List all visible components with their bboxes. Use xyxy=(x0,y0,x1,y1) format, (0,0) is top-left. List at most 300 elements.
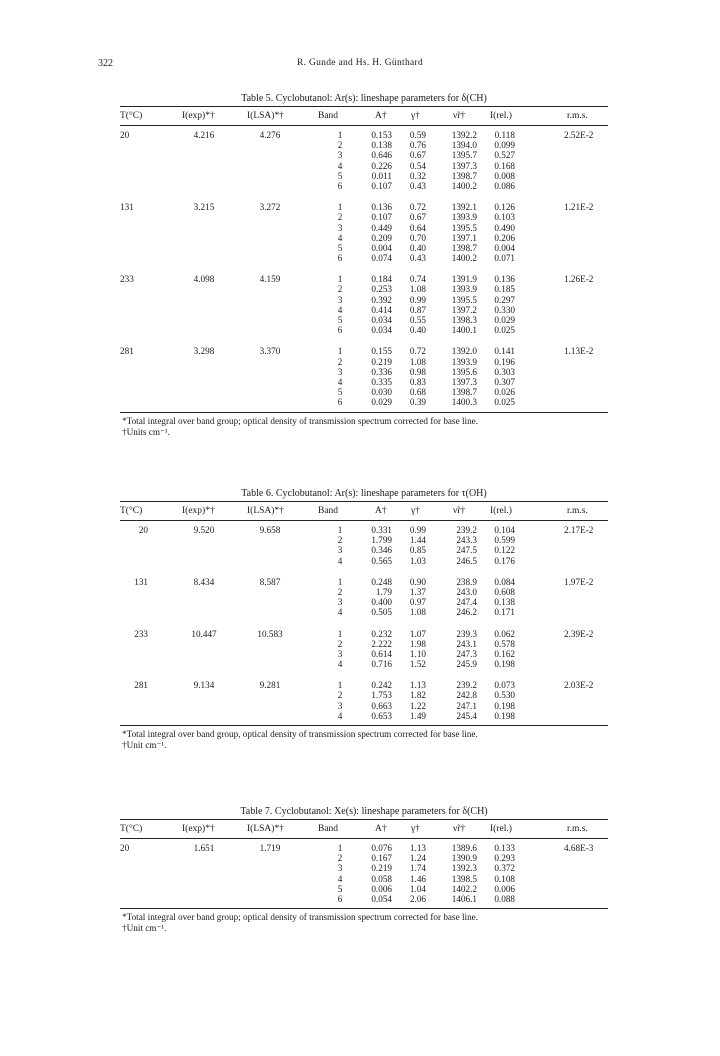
gamma-cell: 0.70 xyxy=(409,232,426,243)
table-row xyxy=(120,357,608,367)
irel-cell: 0.103 xyxy=(494,212,515,223)
frequency-cell: 1400.1 xyxy=(451,325,477,336)
table-row xyxy=(120,315,608,325)
running-header xyxy=(0,58,720,72)
column-header-iexp: I(exp)*† xyxy=(182,111,215,121)
table-row xyxy=(120,525,608,535)
gamma-cell: 1.49 xyxy=(409,710,426,721)
table-row xyxy=(120,284,608,294)
band-cell: 1 xyxy=(337,525,343,535)
column-header-band: Band xyxy=(318,824,339,834)
gamma-cell: 1.03 xyxy=(409,555,426,566)
gamma-cell: 0.83 xyxy=(409,376,426,387)
column-header-ilsa: I(LSA)*† xyxy=(247,111,284,121)
frequency-cell: 247.4 xyxy=(456,597,477,608)
table-row xyxy=(120,150,608,160)
column-header-rms: r.m.s. xyxy=(567,111,588,121)
band-cell: 3 xyxy=(337,700,343,711)
band-cell: 1 xyxy=(337,843,343,853)
frequency-cell: 246.2 xyxy=(456,607,477,618)
gamma-cell: 1.46 xyxy=(409,873,426,884)
irel-cell: 0.073 xyxy=(494,680,515,691)
amplitude-cell: 0.136 xyxy=(371,202,392,213)
rms-cell: 1.13E-2 xyxy=(564,346,594,357)
band-cell: 4 xyxy=(337,376,343,387)
group-spacer xyxy=(120,263,608,274)
gamma-cell: 1.98 xyxy=(409,638,426,649)
table-row xyxy=(120,659,608,669)
frequency-cell: 1391.9 xyxy=(451,274,477,285)
frequency-cell: 243.1 xyxy=(456,638,477,649)
group-spacer xyxy=(120,669,608,680)
band-cell: 3 xyxy=(337,150,343,161)
table-body xyxy=(120,839,608,908)
iexp-cell: 10.447 xyxy=(191,628,217,639)
gamma-cell: 0.72 xyxy=(409,202,426,213)
temperature-cell: 131 xyxy=(120,202,134,213)
table-row xyxy=(120,387,608,397)
irel-cell: 0.578 xyxy=(494,638,515,649)
band-cell: 6 xyxy=(337,893,343,904)
gamma-cell: 1.04 xyxy=(409,883,426,894)
table-row xyxy=(120,629,608,639)
gamma-cell: 1.44 xyxy=(409,535,426,546)
column-header-iexp: I(exp)*† xyxy=(182,506,215,516)
amplitude-cell: 1.799 xyxy=(371,535,392,546)
table-row xyxy=(120,863,608,873)
temperature-cell: 281 xyxy=(134,680,148,691)
amplitude-cell: 0.242 xyxy=(371,680,392,691)
footnote: †Unit cm⁻¹. xyxy=(122,740,167,750)
iexp-cell: 9.520 xyxy=(193,525,215,535)
table-row xyxy=(120,556,608,566)
gamma-cell: 0.85 xyxy=(409,545,426,556)
group-spacer xyxy=(120,566,608,577)
footnote: †Units cm⁻¹. xyxy=(122,426,170,437)
amplitude-cell: 0.331 xyxy=(371,525,392,535)
irel-cell: 0.608 xyxy=(494,586,515,597)
irel-cell: 0.176 xyxy=(494,555,515,566)
frequency-cell: 239.2 xyxy=(456,525,477,535)
column-header-nu: ν̃r† xyxy=(453,111,466,121)
table-body xyxy=(120,521,608,725)
rms-cell: 2.03E-2 xyxy=(564,680,594,691)
gamma-cell: 0.54 xyxy=(409,160,426,171)
band-cell: 3 xyxy=(337,294,343,305)
frequency-cell: 247.1 xyxy=(456,700,477,711)
gamma-cell: 0.32 xyxy=(409,170,426,181)
band-cell: 5 xyxy=(337,387,343,398)
iexp-cell: 4.216 xyxy=(193,130,215,140)
column-header-g: γ† xyxy=(411,506,420,516)
group-spacer xyxy=(120,618,608,629)
amplitude-cell: 0.614 xyxy=(371,648,392,659)
temperature-cell: 281 xyxy=(120,346,134,357)
band-cell: 2 xyxy=(337,853,343,864)
table-row xyxy=(120,212,608,222)
ilsa-cell: 4.276 xyxy=(259,130,281,140)
gamma-cell: 0.76 xyxy=(409,140,426,151)
band-cell: 2 xyxy=(337,284,343,295)
table-5 xyxy=(120,92,608,438)
column-header-t: T(°C) xyxy=(120,824,143,834)
column-header-rms: r.m.s. xyxy=(567,824,588,834)
amplitude-cell: 0.335 xyxy=(371,376,392,387)
band-cell: 4 xyxy=(337,710,343,721)
amplitude-cell: 0.054 xyxy=(371,893,392,904)
frequency-cell: 1389.6 xyxy=(451,843,477,853)
column-header-nu: ν̃r† xyxy=(453,506,466,516)
column-header-a: A† xyxy=(375,824,387,834)
irel-cell: 0.168 xyxy=(494,160,515,171)
frequency-cell: 1397.2 xyxy=(451,304,477,315)
table-header-row xyxy=(120,502,608,520)
table-bottom-rule xyxy=(120,725,608,726)
gamma-cell: 1.52 xyxy=(409,659,426,670)
amplitude-cell: 0.226 xyxy=(371,160,392,171)
band-cell: 3 xyxy=(337,545,343,556)
irel-cell: 0.185 xyxy=(494,284,515,295)
gamma-cell: 0.74 xyxy=(409,274,426,285)
iexp-cell: 8.434 xyxy=(193,576,215,587)
column-header-ilsa: I(LSA)*† xyxy=(247,506,284,516)
table-row xyxy=(120,894,608,904)
gamma-cell: 1.07 xyxy=(409,628,426,639)
band-cell: 2 xyxy=(337,212,343,223)
table-row xyxy=(120,884,608,894)
temperature-cell: 131 xyxy=(134,576,148,587)
table-row xyxy=(120,202,608,212)
frequency-cell: 1400.3 xyxy=(451,397,477,408)
rms-cell: 2.17E-2 xyxy=(564,525,594,535)
gamma-cell: 0.67 xyxy=(409,212,426,223)
band-cell: 3 xyxy=(337,597,343,608)
gamma-cell: 1.82 xyxy=(409,690,426,701)
frequency-cell: 1392.2 xyxy=(451,130,477,140)
gamma-cell: 0.43 xyxy=(409,180,426,191)
table-caption: Table 5. Cyclobutanol: Ar(s): lineshape parameters for δ(CH) xyxy=(241,93,487,104)
gamma-cell: 0.68 xyxy=(409,387,426,398)
irel-cell: 0.062 xyxy=(494,628,515,639)
column-header-rms: r.m.s. xyxy=(567,506,588,516)
band-cell: 4 xyxy=(337,555,343,566)
amplitude-cell: 0.400 xyxy=(371,597,392,608)
gamma-cell: 0.99 xyxy=(409,294,426,305)
amplitude-cell: 0.392 xyxy=(371,294,392,305)
frequency-cell: 1393.9 xyxy=(451,356,477,367)
amplitude-cell: 0.663 xyxy=(371,700,392,711)
frequency-cell: 1402.2 xyxy=(451,883,477,894)
amplitude-cell: 0.167 xyxy=(371,853,392,864)
amplitude-cell: 0.011 xyxy=(371,170,392,181)
irel-cell: 0.599 xyxy=(494,535,515,546)
amplitude-cell: 0.232 xyxy=(371,628,392,639)
irel-cell: 0.141 xyxy=(494,346,515,357)
amplitude-cell: 0.004 xyxy=(371,242,392,253)
irel-cell: 0.527 xyxy=(494,150,515,161)
irel-cell: 0.004 xyxy=(494,242,515,253)
irel-cell: 0.122 xyxy=(494,545,515,556)
table-caption: Table 6. Cyclobutanol: Ar(s): lineshape parameters for τ(OH) xyxy=(241,488,487,499)
running-head-authors: R. Gunde and Hs. H. Günthard xyxy=(296,58,424,68)
band-cell: 3 xyxy=(337,222,343,233)
column-header-t: T(°C) xyxy=(120,506,143,516)
rms-cell: 1.21E-2 xyxy=(564,202,594,213)
amplitude-cell: 0.034 xyxy=(371,315,392,325)
rms-cell: 1.97E-2 xyxy=(564,576,594,587)
rms-cell: 2.52E-2 xyxy=(564,130,594,140)
table-row xyxy=(120,233,608,243)
amplitude-cell: 0.336 xyxy=(371,366,392,377)
band-cell: 2 xyxy=(337,690,343,701)
column-header-a: A† xyxy=(375,506,387,516)
irel-cell: 0.104 xyxy=(494,525,515,535)
band-cell: 5 xyxy=(337,315,343,325)
gamma-cell: 0.43 xyxy=(409,253,426,264)
amplitude-cell: 0.153 xyxy=(371,130,392,140)
irel-cell: 0.171 xyxy=(494,607,515,618)
table-header-row xyxy=(120,107,608,125)
band-cell: 6 xyxy=(337,325,343,336)
frequency-cell: 1392.3 xyxy=(451,863,477,874)
table-body xyxy=(120,126,608,412)
gamma-cell: 0.39 xyxy=(409,397,426,408)
table-6 xyxy=(120,487,608,751)
frequency-cell: 246.5 xyxy=(456,555,477,566)
amplitude-cell: 0.253 xyxy=(371,284,392,295)
rms-cell: 2.39E-2 xyxy=(564,628,594,639)
table-row xyxy=(120,535,608,545)
frequency-cell: 1394.0 xyxy=(451,140,477,151)
band-cell: 1 xyxy=(337,628,343,639)
irel-cell: 0.108 xyxy=(494,873,515,884)
table-row xyxy=(120,377,608,387)
frequency-cell: 1395.6 xyxy=(451,366,477,377)
irel-cell: 0.530 xyxy=(494,690,515,701)
gamma-cell: 0.87 xyxy=(409,304,426,315)
amplitude-cell: 0.076 xyxy=(371,843,392,853)
frequency-cell: 1406.1 xyxy=(451,893,477,904)
band-cell: 4 xyxy=(337,873,343,884)
irel-cell: 0.133 xyxy=(494,843,515,853)
amplitude-cell: 0.058 xyxy=(371,873,392,884)
band-cell: 4 xyxy=(337,659,343,670)
band-cell: 3 xyxy=(337,366,343,377)
amplitude-cell: 0.505 xyxy=(371,607,392,618)
table-row xyxy=(120,346,608,356)
amplitude-cell: 0.029 xyxy=(371,397,392,408)
gamma-cell: 0.67 xyxy=(409,150,426,161)
table-row xyxy=(120,161,608,171)
gamma-cell: 1.08 xyxy=(409,356,426,367)
frequency-cell: 1395.5 xyxy=(451,294,477,305)
table-row xyxy=(120,690,608,700)
band-cell: 2 xyxy=(337,356,343,367)
footnote: †Unit cm⁻¹. xyxy=(122,923,167,934)
table-row xyxy=(120,243,608,253)
table-header-row xyxy=(120,820,608,838)
amplitude-cell: 1.79 xyxy=(375,586,392,597)
frequency-cell: 1395.5 xyxy=(451,222,477,233)
band-cell: 2 xyxy=(337,535,343,546)
irel-cell: 0.008 xyxy=(494,170,515,181)
gamma-cell: 0.55 xyxy=(409,315,426,325)
amplitude-cell: 0.219 xyxy=(371,863,392,874)
amplitude-cell: 0.155 xyxy=(371,346,392,357)
irel-cell: 0.162 xyxy=(494,648,515,659)
band-cell: 1 xyxy=(337,680,343,691)
irel-cell: 0.006 xyxy=(494,883,515,894)
table-row xyxy=(120,649,608,659)
table-row xyxy=(120,597,608,607)
temperature-cell: 20 xyxy=(120,130,130,140)
irel-cell: 0.136 xyxy=(494,274,515,285)
table-row xyxy=(120,295,608,305)
table-row xyxy=(120,223,608,233)
ilsa-cell: 8.587 xyxy=(259,576,281,587)
band-cell: 1 xyxy=(337,202,343,213)
table-row xyxy=(120,274,608,284)
gamma-cell: 2.06 xyxy=(409,893,426,904)
gamma-cell: 0.99 xyxy=(409,525,426,535)
table-row xyxy=(120,171,608,181)
irel-cell: 0.198 xyxy=(494,710,515,721)
table-row xyxy=(120,701,608,711)
band-cell: 1 xyxy=(337,346,343,357)
table-row xyxy=(120,181,608,191)
frequency-cell: 1400.2 xyxy=(451,253,477,264)
irel-cell: 0.071 xyxy=(494,253,515,264)
frequency-cell: 1397.3 xyxy=(451,160,477,171)
frequency-cell: 242.8 xyxy=(456,690,477,701)
frequency-cell: 1397.1 xyxy=(451,232,477,243)
frequency-cell: 1398.3 xyxy=(451,315,477,325)
column-header-irel: I(rel.) xyxy=(490,824,512,834)
footnote: *Total integral over band group, optical density of transmission spectrum corrected for base line. xyxy=(122,729,478,739)
table-7 xyxy=(120,805,608,934)
gamma-cell: 0.98 xyxy=(409,366,426,377)
gamma-cell: 1.08 xyxy=(409,607,426,618)
amplitude-cell: 0.138 xyxy=(371,140,392,151)
column-header-t: T(°C) xyxy=(120,111,143,121)
amplitude-cell: 0.107 xyxy=(371,180,392,191)
gamma-cell: 0.64 xyxy=(409,222,426,233)
table-bottom-rule xyxy=(120,908,608,909)
amplitude-cell: 0.414 xyxy=(371,304,392,315)
amplitude-cell: 0.653 xyxy=(371,710,392,721)
irel-cell: 0.029 xyxy=(494,315,515,325)
gamma-cell: 1.22 xyxy=(409,700,426,711)
table-row xyxy=(120,853,608,863)
irel-cell: 0.303 xyxy=(494,366,515,377)
irel-cell: 0.198 xyxy=(494,700,515,711)
amplitude-cell: 0.074 xyxy=(371,253,392,264)
table-footnotes xyxy=(120,416,608,438)
frequency-cell: 1400.2 xyxy=(451,180,477,191)
frequency-cell: 243.0 xyxy=(456,586,477,597)
frequency-cell: 247.3 xyxy=(456,648,477,659)
temperature-cell: 20 xyxy=(138,525,148,535)
frequency-cell: 1398.7 xyxy=(451,242,477,253)
frequency-cell: 1398.7 xyxy=(451,387,477,398)
table-caption: Table 7. Cyclobutanol: Xe(s): lineshape parameters for δ(CH) xyxy=(240,806,488,817)
column-header-band: Band xyxy=(318,111,339,121)
table-row xyxy=(120,639,608,649)
gamma-cell: 0.40 xyxy=(409,242,426,253)
table-row xyxy=(120,367,608,377)
irel-cell: 0.084 xyxy=(494,576,515,587)
ilsa-cell: 4.159 xyxy=(259,274,281,285)
irel-cell: 0.307 xyxy=(494,376,515,387)
group-spacer xyxy=(120,191,608,202)
irel-cell: 0.196 xyxy=(494,356,515,367)
table-bottom-rule xyxy=(120,412,608,413)
ilsa-cell: 3.370 xyxy=(259,346,281,357)
frequency-cell: 1392.0 xyxy=(451,346,477,357)
gamma-cell: 1.24 xyxy=(409,853,426,864)
band-cell: 5 xyxy=(337,170,343,181)
band-cell: 5 xyxy=(337,242,343,253)
iexp-cell: 1.651 xyxy=(193,843,215,853)
irel-cell: 0.372 xyxy=(494,863,515,874)
frequency-cell: 1392.1 xyxy=(451,202,477,213)
irel-cell: 0.138 xyxy=(494,597,515,608)
frequency-cell: 1398.5 xyxy=(451,873,477,884)
table-row xyxy=(120,325,608,335)
gamma-cell: 0.90 xyxy=(409,576,426,587)
column-header-irel: I(rel.) xyxy=(490,506,512,516)
table-row xyxy=(120,545,608,555)
temperature-cell: 233 xyxy=(120,274,134,285)
gamma-cell: 0.72 xyxy=(409,346,426,357)
band-cell: 2 xyxy=(337,140,343,151)
band-cell: 2 xyxy=(337,638,343,649)
frequency-cell: 245.4 xyxy=(456,710,477,721)
amplitude-cell: 1.753 xyxy=(371,690,392,701)
amplitude-cell: 0.248 xyxy=(371,576,392,587)
gamma-cell: 0.40 xyxy=(409,325,426,336)
irel-cell: 0.293 xyxy=(494,853,515,864)
ilsa-cell: 1.719 xyxy=(259,843,281,853)
band-cell: 3 xyxy=(337,648,343,659)
iexp-cell: 4.098 xyxy=(193,274,215,285)
band-cell: 1 xyxy=(337,576,343,587)
irel-cell: 0.025 xyxy=(494,397,515,408)
column-header-band: Band xyxy=(318,506,339,516)
band-cell: 6 xyxy=(337,180,343,191)
table-row xyxy=(120,397,608,407)
frequency-cell: 239.3 xyxy=(456,628,477,639)
irel-cell: 0.025 xyxy=(494,325,515,336)
frequency-cell: 239.2 xyxy=(456,680,477,691)
gamma-cell: 1.37 xyxy=(409,586,426,597)
table-row xyxy=(120,587,608,597)
page-number: 322 xyxy=(98,58,113,69)
footnote: *Total integral over band group; optical density of transmission spectrum corrected for base line. xyxy=(122,415,479,426)
gamma-cell: 1.13 xyxy=(409,843,426,853)
irel-cell: 0.086 xyxy=(494,180,515,191)
irel-cell: 0.099 xyxy=(494,140,515,151)
band-cell: 6 xyxy=(337,397,343,408)
table-row xyxy=(120,680,608,690)
column-header-a: A† xyxy=(375,111,387,121)
irel-cell: 0.198 xyxy=(494,659,515,670)
rms-cell: 4.68E-3 xyxy=(564,843,594,853)
iexp-cell: 3.215 xyxy=(193,202,215,213)
table-row xyxy=(120,711,608,721)
frequency-cell: 247.5 xyxy=(456,545,477,556)
table-row xyxy=(120,130,608,140)
